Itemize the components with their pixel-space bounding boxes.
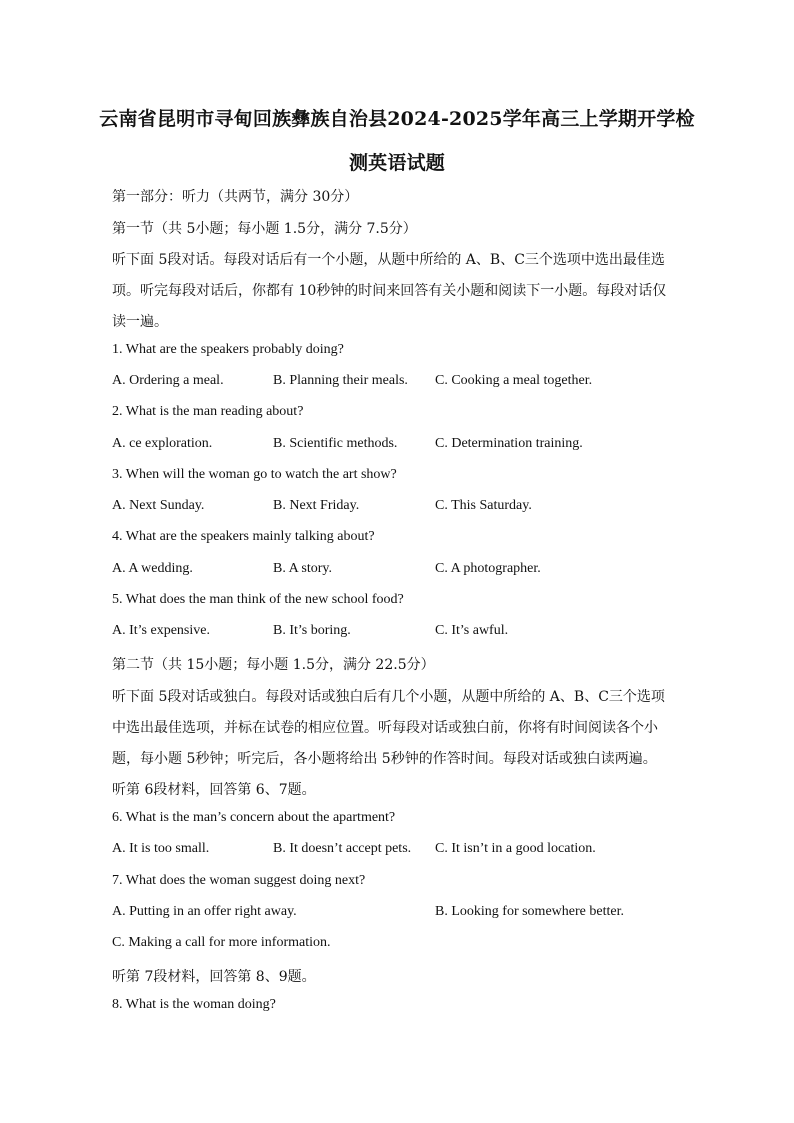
section1-instructions-line2: 项。听完每段对话后，你都有 10秒钟的时间来回答有关小题和阅读下一小题。每段对话仅	[112, 283, 667, 299]
section2-instructions-line3: 题，每小题 5秒钟；听完后，各小题将给出 5秒钟的作答时间。每段对话或独白读两遍。	[112, 751, 657, 767]
question-6: 6. What is the man’s concern about the apartment?	[112, 810, 396, 825]
q5-option-a: A. It’s expensive.	[112, 623, 210, 638]
q4-option-b: B. A story.	[273, 561, 332, 576]
material-6-heading: 听第 6段材料，回答第 6、7题。	[112, 782, 316, 798]
q5-option-b: B. It’s boring.	[273, 623, 351, 638]
question-3: 3. When will the woman go to watch the art show?	[112, 467, 397, 482]
q6-option-b: B. It doesn’t accept pets.	[273, 841, 412, 856]
question-8: 8. What is the woman doing?	[112, 997, 276, 1012]
exam-title-line2: 测英语试题	[348, 152, 445, 174]
q2-option-c: C. Determination training.	[435, 436, 583, 451]
q3-option-a: A. Next Sunday.	[112, 498, 205, 513]
section2-instructions-line2: 中选出最佳选项，并标在试卷的相应位置。听每段对话或独白前，你将有时间阅读各个小	[112, 720, 658, 736]
q4-option-a: A. A wedding.	[112, 561, 193, 576]
q2-option-a: A. ce exploration.	[112, 436, 213, 451]
section2-heading: 第二节（共 15小题；每小题 1.5分，满分 22.5分）	[112, 657, 435, 673]
q1-option-c: C. Cooking a meal together.	[435, 373, 593, 388]
question-2: 2. What is the man reading about?	[112, 404, 304, 419]
q7-option-c: C. Making a call for more information.	[112, 935, 331, 950]
q6-option-c: C. It isn’t in a good location.	[435, 841, 596, 856]
q3-option-c: C. This Saturday.	[435, 498, 532, 513]
q1-option-b: B. Planning their meals.	[273, 373, 408, 388]
section1-instructions-line3: 读一遍。	[112, 314, 168, 330]
q5-option-c: C. It’s awful.	[435, 623, 509, 638]
part1-heading: 第一部分：听力（共两节，满分 30分）	[112, 189, 359, 205]
q2-option-b: B. Scientific methods.	[273, 436, 398, 451]
material-7-heading: 听第 7段材料，回答第 8、9题。	[112, 969, 316, 985]
q7-option-a: A. Putting in an offer right away.	[112, 904, 297, 919]
question-5: 5. What does the man think of the new school food?	[112, 592, 404, 607]
exam-title-line1: 云南省昆明市寻甸回族彝族自治县2024-2025学年高三上学期开学检	[99, 108, 695, 130]
question-4: 4. What are the speakers mainly talking about?	[112, 529, 375, 544]
q4-option-c: C. A photographer.	[435, 561, 541, 576]
q1-option-a: A. Ordering a meal.	[112, 373, 224, 388]
q7-option-b: B. Looking for somewhere better.	[435, 904, 624, 919]
q3-option-b: B. Next Friday.	[273, 498, 360, 513]
question-7: 7. What does the woman suggest doing next?	[112, 873, 366, 888]
question-1: 1. What are the speakers probably doing?	[112, 342, 344, 357]
q6-option-a: A. It is too small.	[112, 841, 210, 856]
section1-heading: 第一节（共 5小题；每小题 1.5分，满分 7.5分）	[112, 221, 417, 237]
section1-instructions-line1: 听下面 5段对话。每段对话后有一个小题，从题中所给的 A、B、C三个选项中选出最佳选	[112, 252, 665, 268]
section2-instructions-line1: 听下面 5段对话或独白。每段对话或独白后有几个小题，从题中所给的 A、B、C三个选项	[112, 689, 665, 705]
